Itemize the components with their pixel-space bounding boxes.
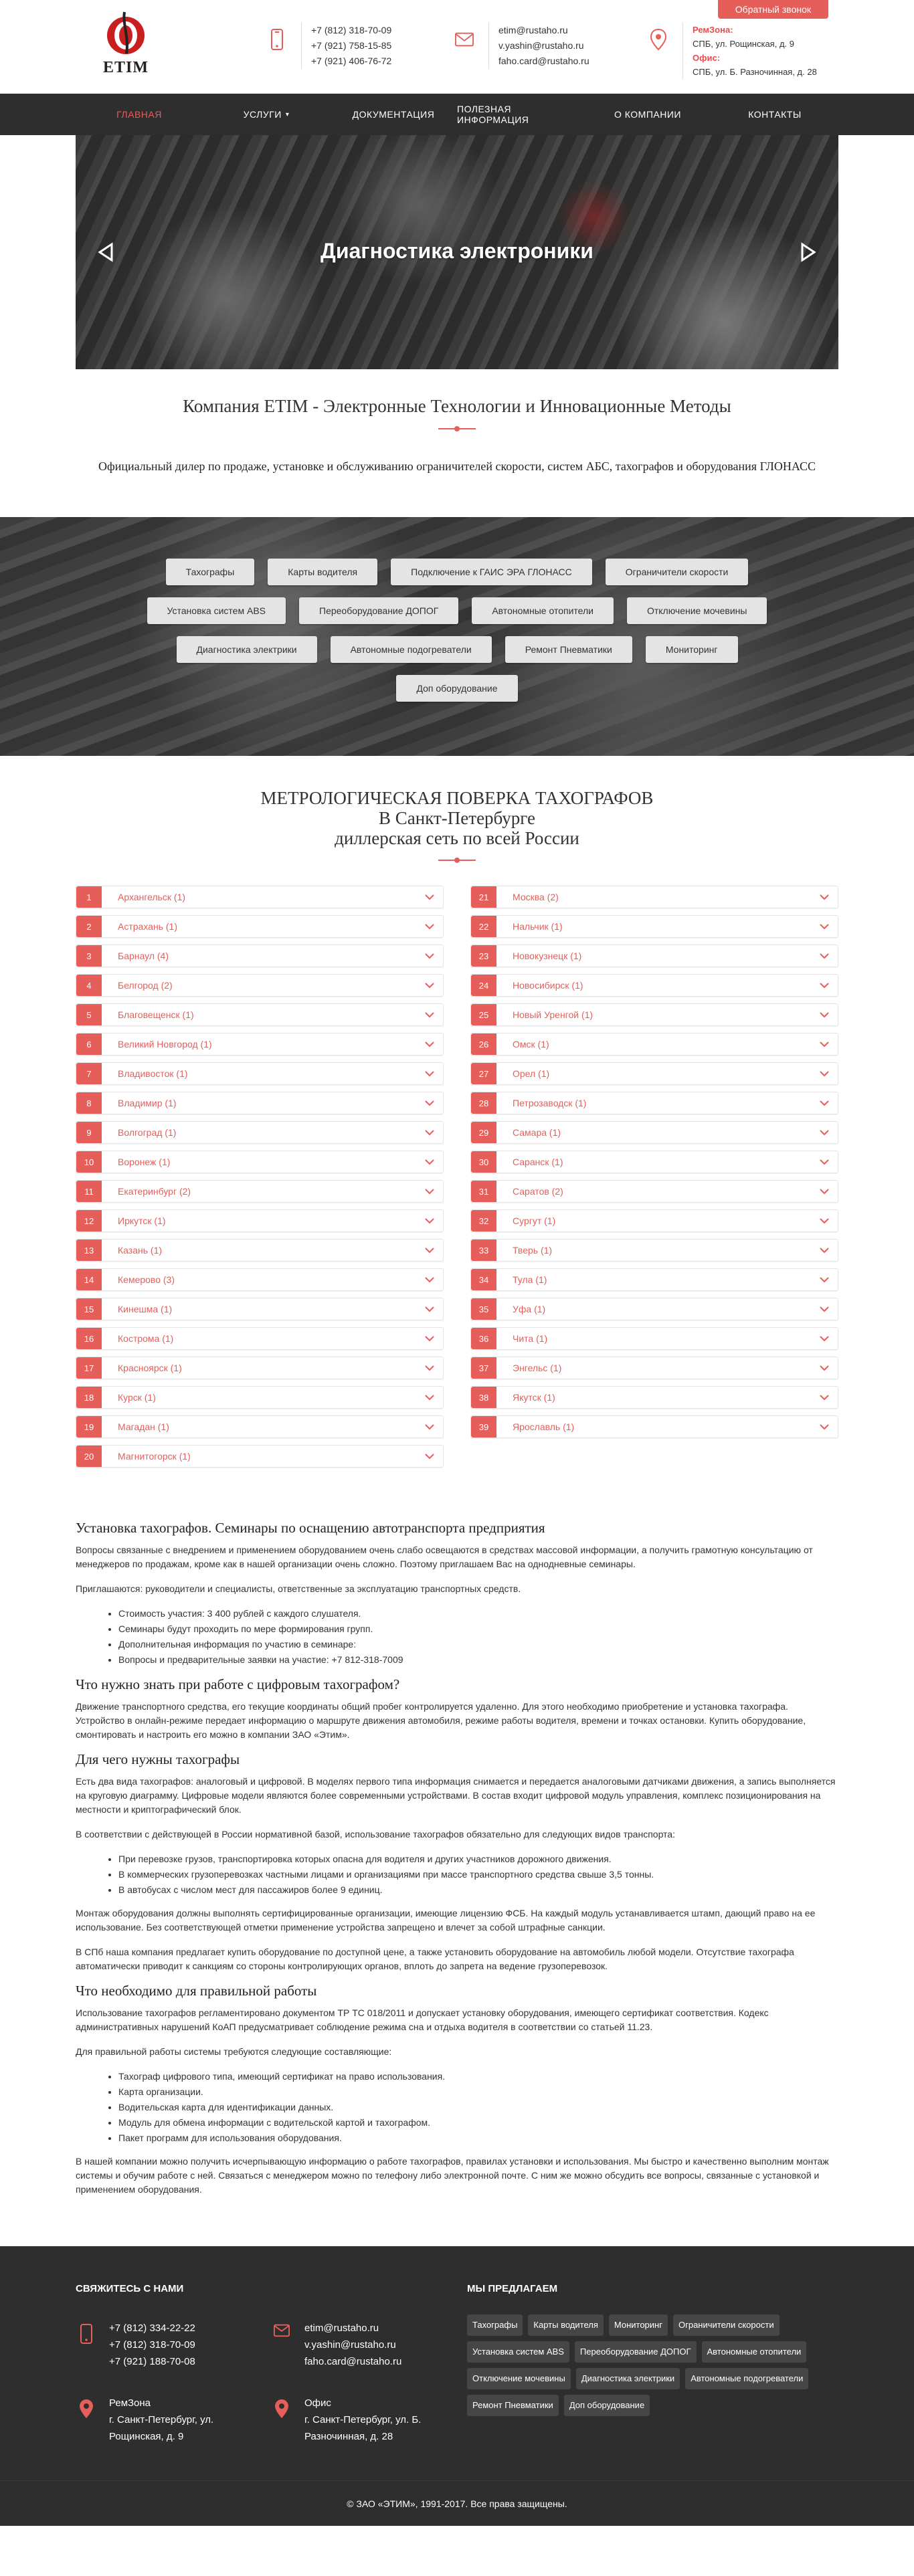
chevron-down-icon <box>811 1248 838 1254</box>
city-accordion-item[interactable] <box>470 1327 838 1350</box>
city-number: 29 <box>471 1122 496 1143</box>
footer-remzona-label: РемЗона <box>109 2397 151 2409</box>
chevron-down-icon <box>811 1277 838 1283</box>
slider-next-arrow-icon[interactable] <box>798 242 818 262</box>
footer-office-line: г. Санкт-Петербург, ул. Б. <box>304 2414 422 2425</box>
phone-icon <box>78 2320 94 2370</box>
footer-tag[interactable]: Ограничители скорости <box>673 2314 780 2336</box>
verification-section <box>0 756 914 1474</box>
chevron-down-icon <box>416 924 443 930</box>
city-number: 25 <box>471 1004 496 1025</box>
chevron-down-icon <box>811 1424 838 1430</box>
city-name: Тверь (1) <box>513 1245 553 1256</box>
footer-email-2[interactable]: v.yashin@rustaho.ru <box>304 2339 396 2351</box>
city-number: 19 <box>76 1416 102 1438</box>
service-button[interactable]: Отключение мочевины <box>627 597 767 624</box>
city-accordion-item[interactable] <box>470 886 838 908</box>
city-name: Благовещенск (1) <box>118 1009 194 1020</box>
nav-item-docs[interactable]: ДОКУМЕНТАЦИЯ <box>352 109 435 120</box>
city-accordion-item[interactable] <box>76 1209 444 1232</box>
verification-city: В Санкт-Петербурге <box>379 808 535 828</box>
caret-down-icon: ▾ <box>285 110 290 118</box>
chevron-down-icon <box>416 1365 443 1371</box>
header-addresses <box>649 23 817 79</box>
chevron-down-icon <box>811 1159 838 1165</box>
city-name: Якутск (1) <box>513 1392 555 1403</box>
city-number: 36 <box>471 1328 496 1349</box>
city-number: 30 <box>471 1151 496 1173</box>
city-number: 20 <box>76 1446 102 1467</box>
city-number: 9 <box>76 1122 102 1143</box>
site-header <box>0 0 914 94</box>
city-accordion-item[interactable] <box>76 1415 444 1438</box>
footer-phone-2[interactable]: +7 (812) 318-70-09 <box>109 2339 195 2351</box>
city-number: 26 <box>471 1033 496 1055</box>
city-number: 23 <box>471 945 496 967</box>
city-name: Новокузнецк (1) <box>513 951 582 961</box>
city-accordion-item[interactable] <box>470 974 838 997</box>
city-number: 11 <box>76 1181 102 1202</box>
city-accordion-item[interactable] <box>470 1151 838 1173</box>
nav-item-contacts[interactable]: КОНТАКТЫ <box>748 109 802 120</box>
city-name: Омск (1) <box>513 1039 549 1050</box>
city-name: Магадан (1) <box>118 1421 169 1432</box>
slide-title: Диагностика электроники <box>321 239 593 263</box>
city-name: Волгоград (1) <box>118 1127 177 1138</box>
chevron-down-icon <box>416 1424 443 1430</box>
mail-icon <box>274 2320 290 2370</box>
logo-text: ETIM <box>102 59 149 76</box>
city-name: Кемерово (3) <box>118 1274 175 1285</box>
city-name: Курск (1) <box>118 1392 156 1403</box>
city-name: Саратов (2) <box>513 1186 563 1197</box>
footer-tag[interactable]: Установка систем ABS <box>467 2341 569 2363</box>
list-item: • Стоимость участия: 3 400 рублей с каждого слушателя. <box>118 1607 838 1621</box>
city-number: 10 <box>76 1151 102 1173</box>
city-number: 3 <box>76 945 102 967</box>
chevron-down-icon <box>811 953 838 959</box>
city-accordion-item[interactable] <box>76 1062 444 1085</box>
header-phone-2[interactable]: +7 (921) 758-15-85 <box>311 40 392 51</box>
city-accordion-item[interactable] <box>76 1151 444 1173</box>
city-accordion-item[interactable] <box>76 1327 444 1350</box>
city-accordion-item[interactable] <box>470 1209 838 1232</box>
city-number: 37 <box>471 1357 496 1379</box>
city-accordion-item[interactable] <box>470 1268 838 1291</box>
footer-email-3[interactable]: faho.card@rustaho.ru <box>304 2356 402 2367</box>
city-accordion-item[interactable] <box>76 915 444 938</box>
city-accordion-item[interactable] <box>470 1180 838 1203</box>
list-item: • Тахограф цифрового типа, имеющий сертификат на право использования. <box>118 2070 838 2084</box>
city-name: Екатеринбург (2) <box>118 1186 191 1197</box>
city-accordion-item[interactable] <box>76 974 444 997</box>
logo-mark-icon <box>102 11 149 58</box>
city-name: Воронеж (1) <box>118 1157 171 1167</box>
city-accordion-item[interactable] <box>76 945 444 967</box>
city-name: Кострома (1) <box>118 1333 174 1344</box>
company-description: Официальный дилер по продаже, установке и обслуживанию ограничителей скорости, систем АБС, тахографов и оборудования ГЛОНАСС <box>98 460 816 473</box>
city-accordion-item[interactable] <box>470 915 838 938</box>
chevron-down-icon <box>811 1100 838 1106</box>
footer-office-line: Разночинная, д. 28 <box>304 2431 393 2442</box>
header-phones <box>268 23 391 69</box>
header-phone-3[interactable]: +7 (921) 406-76-72 <box>311 56 392 66</box>
services-row <box>0 597 914 624</box>
city-name: Кинешма (1) <box>118 1304 173 1314</box>
site-logo[interactable] <box>99 11 153 78</box>
cities-accordion <box>76 886 838 1474</box>
city-name: Астрахань (1) <box>118 921 177 932</box>
service-button[interactable]: Переоборудование ДОПОГ <box>299 597 458 624</box>
city-name: Тула (1) <box>513 1274 547 1285</box>
footer-remzona-line: Рощинская, д. 9 <box>109 2431 184 2442</box>
footer-tag[interactable]: Тахографы <box>467 2314 523 2336</box>
service-button[interactable]: Автономные подогреватели <box>331 636 492 663</box>
chevron-down-icon <box>811 1130 838 1136</box>
intro-section <box>0 369 914 474</box>
city-accordion-item[interactable] <box>470 1415 838 1438</box>
chevron-down-icon <box>811 1042 838 1048</box>
footer-office-label: Офис <box>304 2397 331 2409</box>
chevron-down-icon <box>416 983 443 989</box>
chevron-down-icon <box>811 983 838 989</box>
city-name: Уфа (1) <box>513 1304 546 1314</box>
footer-tag[interactable]: Карты водителя <box>528 2314 603 2336</box>
chevron-down-icon <box>416 894 443 900</box>
header-email-1[interactable]: etim@rustaho.ru <box>498 25 568 35</box>
footer-phone-3[interactable]: +7 (921) 188-70-08 <box>109 2356 195 2367</box>
city-number: 14 <box>76 1269 102 1290</box>
city-name: Нальчик (1) <box>513 921 563 932</box>
footer-emails <box>274 2320 401 2370</box>
city-accordion-item[interactable] <box>470 1033 838 1056</box>
article-paragraph: Использование тахографов регламентировано документом ТР ТС 018/2011 и допускает установку оборудования, имеющего сертификат соответствия. Кодекс административных нарушений КоАП предусматривает соблюдение режима сна и отдыха водителя в соответствии со статьей 11.23. <box>76 2007 769 2032</box>
chevron-down-icon <box>811 1336 838 1342</box>
city-number: 31 <box>471 1181 496 1202</box>
service-button[interactable]: Ремонт Пневматики <box>505 636 632 663</box>
service-button[interactable]: Карты водителя <box>268 559 377 585</box>
footer-contacts-title: СВЯЖИТЕСЬ С НАМИ <box>76 2283 184 2294</box>
list-item: • Дополнительная информация по участию в семинаре: <box>118 1638 838 1652</box>
verify-divider <box>438 859 476 862</box>
footer-offer-title: МЫ ПРЕДЛАГАЕМ <box>467 2283 558 2294</box>
city-accordion-item[interactable] <box>470 1239 838 1262</box>
city-accordion-item[interactable] <box>76 1357 444 1379</box>
components-list <box>118 2070 838 2145</box>
chevron-down-icon <box>811 1189 838 1195</box>
service-button[interactable]: Установка систем ABS <box>147 597 286 624</box>
office-address: СПБ, ул. Б. Разночинная, д. 28 <box>693 67 817 77</box>
location-pin-icon <box>78 2395 94 2445</box>
city-accordion-item[interactable] <box>76 1121 444 1144</box>
city-number: 27 <box>471 1063 496 1084</box>
list-item: • Пакет программ для использования оборудования. <box>118 2131 838 2145</box>
city-name: Казань (1) <box>118 1245 163 1256</box>
city-accordion-item[interactable] <box>470 1298 838 1320</box>
article-heading: Установка тахографов. Семинары по оснащению автотранспорта предприятия <box>76 1520 545 1536</box>
hero-slider <box>76 135 838 369</box>
header-emails <box>455 23 589 69</box>
chevron-down-icon <box>416 1277 443 1283</box>
chevron-down-icon <box>811 1395 838 1401</box>
city-number: 7 <box>76 1063 102 1084</box>
city-name: Великий Новгород (1) <box>118 1039 212 1050</box>
service-button[interactable]: Мониторинг <box>646 636 738 663</box>
footer-tag[interactable]: Ремонт Пневматики <box>467 2395 559 2416</box>
city-number: 8 <box>76 1092 102 1114</box>
header-email-3[interactable]: faho.card@rustaho.ru <box>498 56 589 66</box>
chevron-down-icon <box>811 1012 838 1018</box>
services-row <box>0 636 914 663</box>
city-number: 33 <box>471 1240 496 1261</box>
city-number: 12 <box>76 1210 102 1231</box>
city-accordion-item[interactable] <box>76 886 444 908</box>
city-name: Владимир (1) <box>118 1098 177 1108</box>
callback-button[interactable]: Обратный звонок <box>718 0 828 19</box>
article-paragraph: Вопросы связанные с внедрением и применением оборудованием очень слабо освещаются в средствах массовой информации, а получить грамотную консультацию от менеджеров по продажам, кроме как в нашей организации очень сложно. Поэтому приглашаем Вас на однодневные семинары. <box>76 1545 813 1569</box>
city-accordion-item[interactable] <box>76 1092 444 1114</box>
article <box>76 1521 838 2197</box>
service-button[interactable]: Подключение к ГАИС ЭРА ГЛОНАСС <box>391 559 592 585</box>
list-item: • При перевозке грузов, транспортировка которых опасна для водителя и других участников дорожного движения. <box>118 1852 838 1866</box>
city-name: Магнитогорск (1) <box>118 1451 191 1462</box>
city-name: Энгельс (1) <box>513 1363 562 1373</box>
city-name: Москва (2) <box>513 892 559 902</box>
nav-item-home[interactable]: ГЛАВНАЯ <box>116 109 162 120</box>
city-accordion-item[interactable] <box>76 1033 444 1056</box>
article-paragraph: В СПб наша компания предлагает купить оборудование по доступной цене, а также установить оборудование на автомобиль любой модели. Отсутствие тахографа автоматически приводит к санкциям со стороны контролирующих органов, вплоть до запрета на ведение грузоперевозок. <box>76 1947 794 1971</box>
chevron-down-icon <box>416 1306 443 1312</box>
city-accordion-item[interactable] <box>470 945 838 967</box>
footer-tag[interactable]: Переоборудование ДОПОГ <box>575 2341 697 2363</box>
article-paragraph: Есть два вида тахографов: аналоговый и цифровой. В моделях первого типа информация снимается и передается аналоговыми датчиками движения, а запись выполняется на круговую диаграмму. Цифровые модели являются более современными устройствами. В состав входит цифровой модуль управления, комплекс позиционирования на местности и криптографический блок. <box>76 1776 836 1815</box>
remzona-address: СПБ, ул. Рощинская, д. 9 <box>693 39 794 49</box>
city-name: Белгород (2) <box>118 980 173 991</box>
footer-tags <box>467 2314 842 2416</box>
city-name: Ярославль (1) <box>513 1421 575 1432</box>
chevron-down-icon <box>416 1042 443 1048</box>
services-section <box>0 517 914 756</box>
chevron-down-icon <box>811 1365 838 1371</box>
mail-icon <box>455 27 474 52</box>
verification-network: диллерская сеть по всей России <box>335 828 579 848</box>
chevron-down-icon <box>811 1071 838 1077</box>
chevron-down-icon <box>416 1071 443 1077</box>
location-pin-icon <box>274 2395 290 2445</box>
city-number: 5 <box>76 1004 102 1025</box>
city-accordion-item[interactable] <box>470 1121 838 1144</box>
article-heading: Что нужно знать при работе с цифровым тахографом? <box>76 1676 400 1692</box>
city-accordion-item[interactable] <box>76 1386 444 1409</box>
article-paragraph: Движение транспортного средства, его текущие координаты общий пробег контролируется удаленно. Для этого необходимо приобретение и установка тахографа. Устройство в онлайн-режиме передает информацию о маршруте движения автомобиля, режиме работы водителя, времени и точках остановки. Купить оборудование, смонтировать и настроить его можно в компании ЗАО «Этим». <box>76 1701 806 1740</box>
city-name: Барнаул (4) <box>118 951 169 961</box>
service-button[interactable]: Ограничители скорости <box>606 559 749 585</box>
title-divider <box>438 427 476 430</box>
footer-tag[interactable]: Автономные отопители <box>702 2341 807 2363</box>
city-name: Новосибирск (1) <box>513 980 583 991</box>
city-number: 21 <box>471 886 496 908</box>
article-paragraph: Для правильной работы системы требуются следующие составляющие: <box>76 2046 392 2057</box>
company-title: Компания ETIM - Электронные Технологии и Инновационные Методы <box>183 396 731 416</box>
city-name: Самара (1) <box>513 1127 561 1138</box>
article-paragraph: Приглашаются: руководители и специалисты, ответственные за эксплуатацию транспортных средств. <box>76 1583 521 1594</box>
city-name: Владивосток (1) <box>118 1068 188 1079</box>
footer-tag[interactable]: Доп оборудование <box>564 2395 650 2416</box>
remzona-label: РемЗона: <box>693 25 733 35</box>
city-number: 28 <box>471 1092 496 1114</box>
city-number: 35 <box>471 1298 496 1320</box>
footer-phone-1[interactable]: +7 (812) 334-22-22 <box>109 2322 195 2334</box>
city-name: Иркутск (1) <box>118 1215 166 1226</box>
city-number: 13 <box>76 1240 102 1261</box>
city-number: 32 <box>471 1210 496 1231</box>
chevron-down-icon <box>811 894 838 900</box>
footer-tag[interactable]: Автономные подогреватели <box>685 2368 808 2389</box>
city-name: Архангельск (1) <box>118 892 186 902</box>
city-number: 17 <box>76 1357 102 1379</box>
nav-item-useful-info[interactable]: ПОЛЕЗНАЯ ИНФОРМАЦИЯ <box>457 104 529 125</box>
chevron-down-icon <box>811 1306 838 1312</box>
city-number: 22 <box>471 916 496 937</box>
services-row <box>0 675 914 702</box>
chevron-down-icon <box>416 1100 443 1106</box>
city-accordion-item[interactable] <box>470 1092 838 1114</box>
city-accordion-item[interactable] <box>76 1239 444 1262</box>
chevron-down-icon <box>416 953 443 959</box>
city-accordion-item[interactable] <box>470 1003 838 1026</box>
city-number: 38 <box>471 1387 496 1408</box>
city-accordion-item[interactable] <box>470 1062 838 1085</box>
list-item: • Карта организации. <box>118 2085 838 2099</box>
city-accordion-item[interactable] <box>76 1445 444 1468</box>
service-button[interactable]: Доп оборудование <box>396 675 517 702</box>
transport-list <box>118 1852 838 1897</box>
city-number: 18 <box>76 1387 102 1408</box>
chevron-down-icon <box>416 1130 443 1136</box>
verification-title: МЕТРОЛОГИЧЕСКАЯ ПОВЕРКА ТАХОГРАФОВ <box>260 788 654 808</box>
location-pin-icon <box>649 27 668 52</box>
service-button[interactable]: Диагностика электрики <box>177 636 317 663</box>
header-email-2[interactable]: v.yashin@rustaho.ru <box>498 40 584 51</box>
city-number: 34 <box>471 1269 496 1290</box>
site-footer <box>0 2246 914 2526</box>
article-heading: Для чего нужны тахографы <box>76 1751 240 1767</box>
footer-email-1[interactable]: etim@rustaho.ru <box>304 2322 379 2334</box>
list-item: • Водительская карта для идентификации данных. <box>118 2100 838 2114</box>
list-item: • В коммерческих грузоперевозках частными лицами и организациями при массе транспортного средства свыше 3,5 тонны. <box>118 1868 838 1882</box>
city-number: 16 <box>76 1328 102 1349</box>
city-name: Красноярск (1) <box>118 1363 182 1373</box>
city-accordion-item[interactable] <box>76 1268 444 1291</box>
seminar-list <box>118 1607 838 1667</box>
city-name: Петрозаводск (1) <box>513 1098 587 1108</box>
city-number: 15 <box>76 1298 102 1320</box>
list-item: • Семинары будут проходить по мере формирования групп. <box>118 1622 838 1636</box>
city-accordion-item[interactable] <box>76 1298 444 1320</box>
service-button[interactable]: Тахографы <box>166 559 255 585</box>
footer-phones <box>78 2320 195 2370</box>
city-name: Новый Уренгой (1) <box>513 1009 593 1020</box>
nav-item-about[interactable]: О КОМПАНИИ <box>614 109 681 120</box>
footer-tag[interactable]: Отключение мочевины <box>467 2368 571 2389</box>
city-accordion-item[interactable] <box>76 1180 444 1203</box>
city-name: Орел (1) <box>513 1068 550 1079</box>
footer-remzona-line: г. Санкт-Петербург, ул. <box>109 2414 214 2425</box>
chevron-down-icon <box>416 1189 443 1195</box>
chevron-down-icon <box>416 1159 443 1165</box>
city-accordion-item[interactable] <box>76 1003 444 1026</box>
footer-tag[interactable]: Мониторинг <box>609 2314 668 2336</box>
chevron-down-icon <box>416 1012 443 1018</box>
office-label: Офис: <box>693 53 721 63</box>
footer-office <box>274 2395 421 2445</box>
chevron-down-icon <box>416 1218 443 1224</box>
city-number: 39 <box>471 1416 496 1438</box>
city-number: 6 <box>76 1033 102 1055</box>
city-name: Сургут (1) <box>513 1215 556 1226</box>
copyright: © ЗАО «ЭТИМ», 1991-2017. Все права защищены. <box>0 2480 914 2526</box>
city-name: Саранск (1) <box>513 1157 563 1167</box>
article-paragraph: В нашей компании можно получить исчерпывающую информацию о работе тахографов, правилах установки и использования. Мы быстро и качественно выполним монтаж системы и обучим работе с ней. Связаться с менеджером можно по телефону либо электронной почте. С ним же можно обсудить все вопросы, связанные с установкой и применением оборудования. <box>76 2156 829 2195</box>
chevron-down-icon <box>416 1395 443 1401</box>
list-item: • В автобусах с числом мест для пассажиров более 9 единиц. <box>118 1883 838 1897</box>
nav-item-services[interactable]: УСЛУГИ ▾ <box>243 109 290 120</box>
chevron-down-icon <box>416 1336 443 1342</box>
chevron-down-icon <box>811 1218 838 1224</box>
article-paragraph: В соответствии с действующей в России нормативной базой, использование тахографов обязательно для следующих видов транспорта: <box>76 1829 675 1840</box>
phone-icon <box>268 27 286 52</box>
city-number: 24 <box>471 975 496 996</box>
slider-prev-arrow-icon[interactable] <box>96 242 116 262</box>
main-nav <box>0 94 914 135</box>
chevron-down-icon <box>416 1248 443 1254</box>
list-item: • Модуль для обмена информации с водительской картой и тахографом. <box>118 2116 838 2130</box>
city-number: 2 <box>76 916 102 937</box>
header-phone-1[interactable]: +7 (812) 318-70-09 <box>311 25 392 35</box>
article-paragraph: Монтаж оборудования должны выполнять сертифицированные организации, имеющие лицензию ФСБ. На каждый модуль устанавливается штамп, дающий право на ее использование. Без соответствующей отметки применение устройства запрещено и влечет за собой штрафные санкции. <box>76 1908 816 1933</box>
city-accordion-item[interactable] <box>470 1386 838 1409</box>
service-button[interactable]: Автономные отопители <box>472 597 614 624</box>
services-row <box>0 559 914 585</box>
footer-tag[interactable]: Диагностика электрики <box>576 2368 680 2389</box>
chevron-down-icon <box>811 924 838 930</box>
article-heading: Что необходимо для правильной работы <box>76 1983 317 1999</box>
city-number: 4 <box>76 975 102 996</box>
city-name: Чита (1) <box>513 1333 548 1344</box>
city-number: 1 <box>76 886 102 908</box>
footer-remzona <box>78 2395 213 2445</box>
city-accordion-item[interactable] <box>470 1357 838 1379</box>
chevron-down-icon <box>416 1454 443 1460</box>
list-item: • Вопросы и предварительные заявки на участие: +7 812-318-7009 <box>118 1653 838 1667</box>
